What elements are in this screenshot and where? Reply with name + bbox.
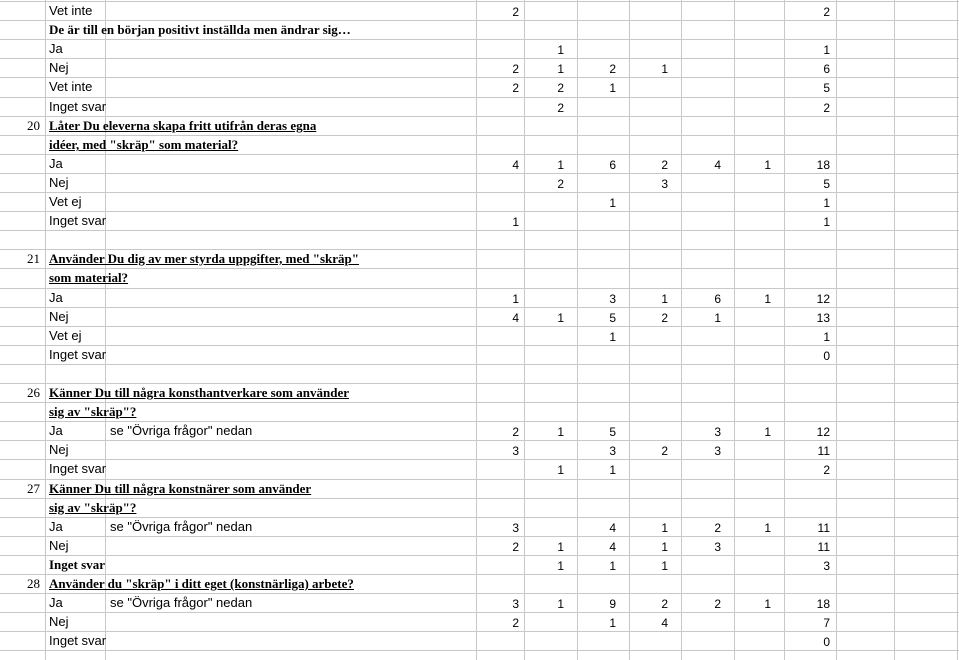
question-text: sig av "skräp"? xyxy=(49,404,137,419)
value-cell: 5 xyxy=(609,425,616,439)
value-cell: 4 xyxy=(609,521,616,535)
total-cell: 7 xyxy=(823,616,830,630)
grid-column-line xyxy=(45,0,46,660)
total-cell: 0 xyxy=(823,349,830,363)
value-cell: 2 xyxy=(512,62,519,76)
total-cell: 12 xyxy=(816,425,830,439)
value-cell: 3 xyxy=(661,177,668,191)
answer-label: Nej xyxy=(49,309,69,324)
grid-row-line xyxy=(0,58,959,59)
value-cell: 3 xyxy=(512,597,519,611)
question-number: 28 xyxy=(27,576,40,591)
grid-row-line xyxy=(0,154,959,155)
value-cell: 1 xyxy=(764,521,771,535)
grid-column-line xyxy=(894,0,895,660)
value-cell: 4 xyxy=(714,158,721,172)
value-cell: 1 xyxy=(609,196,616,210)
grid-row-line xyxy=(0,402,959,403)
answer-label: Inget svar xyxy=(49,633,107,648)
question-number: 27 xyxy=(27,481,40,496)
value-cell: 1 xyxy=(557,62,564,76)
value-cell: 4 xyxy=(512,158,519,172)
total-cell: 12 xyxy=(816,292,830,306)
total-cell: 5 xyxy=(823,177,830,191)
value-cell: 1 xyxy=(764,158,771,172)
answer-label: Ja xyxy=(49,519,63,534)
total-cell: 5 xyxy=(823,81,830,95)
answer-label: Nej xyxy=(49,538,69,553)
value-cell: 1 xyxy=(512,215,519,229)
value-cell: 1 xyxy=(764,292,771,306)
grid-row-line xyxy=(0,440,959,441)
value-cell: 1 xyxy=(557,425,564,439)
total-cell: 2 xyxy=(823,5,830,19)
answer-label: Nej xyxy=(49,614,69,629)
question-text: Känner Du till några konsthantverkare som använder xyxy=(49,385,349,400)
value-cell: 1 xyxy=(557,559,564,573)
answer-label: Inget svar xyxy=(49,461,107,476)
question-number: 21 xyxy=(27,251,40,266)
grid-row-line xyxy=(0,593,959,594)
question-text: Använder du "skräp" i ditt eget (konstnärliga) arbete? xyxy=(49,576,354,591)
grid-row-line xyxy=(0,173,959,174)
grid-row-line xyxy=(0,135,959,136)
grid-row-line xyxy=(0,20,959,21)
value-cell: 2 xyxy=(512,425,519,439)
answer-label: Ja xyxy=(49,290,63,305)
grid-column-line xyxy=(476,0,477,660)
value-cell: 1 xyxy=(557,463,564,477)
value-cell: 1 xyxy=(764,425,771,439)
value-cell: 1 xyxy=(609,330,616,344)
value-cell: 2 xyxy=(512,616,519,630)
grid-row-line xyxy=(0,364,959,365)
value-cell: 1 xyxy=(714,311,721,325)
grid-row-line xyxy=(0,288,959,289)
total-cell: 6 xyxy=(823,62,830,76)
grid-row-line xyxy=(0,326,959,327)
value-cell: 2 xyxy=(714,597,721,611)
grid-row-line xyxy=(0,574,959,575)
grid-column-line xyxy=(784,0,785,660)
value-cell: 1 xyxy=(661,559,668,573)
value-cell: 1 xyxy=(661,292,668,306)
answer-label: Ja xyxy=(49,41,63,56)
grid-row-line xyxy=(0,116,959,117)
value-cell: 1 xyxy=(557,540,564,554)
grid-row-line xyxy=(0,650,959,651)
question-text: Använder Du dig av mer styrda uppgifter, med "skräp" xyxy=(49,251,359,266)
value-cell: 3 xyxy=(609,444,616,458)
grid-row-line xyxy=(0,211,959,212)
answer-label: Vet ej xyxy=(49,328,82,343)
answer-label: Inget svar xyxy=(49,347,107,362)
question-number: 20 xyxy=(27,118,40,133)
question-text: Känner Du till några konstnärer som använder xyxy=(49,481,312,496)
grid-row-line xyxy=(0,459,959,460)
value-cell: 4 xyxy=(512,311,519,325)
value-cell: 2 xyxy=(557,177,564,191)
answer-note: se "Övriga frågor" nedan xyxy=(110,519,253,534)
question-text: sig av "skräp"? xyxy=(49,500,137,515)
answer-label: Vet inte xyxy=(49,79,93,94)
total-cell: 3 xyxy=(823,559,830,573)
value-cell: 3 xyxy=(714,444,721,458)
answer-label: Inget svar xyxy=(49,557,105,572)
total-cell: 11 xyxy=(817,521,830,535)
value-cell: 1 xyxy=(512,292,519,306)
grid-column-line xyxy=(734,0,735,660)
answer-label: Vet inte xyxy=(49,3,93,18)
value-cell: 2 xyxy=(661,158,668,172)
total-cell: 0 xyxy=(823,635,830,649)
value-cell: 2 xyxy=(661,444,668,458)
total-cell: 11 xyxy=(817,444,830,458)
total-cell: 1 xyxy=(823,330,830,344)
total-cell: 1 xyxy=(823,196,830,210)
grid-column-line xyxy=(836,0,837,660)
answer-label: Inget svar xyxy=(49,213,107,228)
value-cell: 6 xyxy=(714,292,721,306)
value-cell: 1 xyxy=(609,81,616,95)
grid-column-line xyxy=(957,0,958,660)
answer-label: Nej xyxy=(49,442,69,457)
total-cell: 13 xyxy=(816,311,830,325)
value-cell: 3 xyxy=(714,540,721,554)
grid-row-line xyxy=(0,345,959,346)
value-cell: 1 xyxy=(557,43,564,57)
total-cell: 11 xyxy=(817,540,830,554)
value-cell: 5 xyxy=(609,311,616,325)
grid-row-line xyxy=(0,268,959,269)
value-cell: 3 xyxy=(512,444,519,458)
value-cell: 2 xyxy=(557,101,564,115)
grid-row-line xyxy=(0,249,959,250)
question-text: Låter Du eleverna skapa fritt utifrån deras egna xyxy=(49,118,317,133)
grid-row-line xyxy=(0,307,959,308)
value-cell: 1 xyxy=(557,597,564,611)
grid-row-line xyxy=(0,498,959,499)
grid-row-line xyxy=(0,479,959,480)
value-cell: 2 xyxy=(609,62,616,76)
question-text: idéer, med "skräp" som material? xyxy=(49,137,239,152)
value-cell: 2 xyxy=(557,81,564,95)
value-cell: 2 xyxy=(512,5,519,19)
value-cell: 4 xyxy=(661,616,668,630)
value-cell: 3 xyxy=(512,521,519,535)
total-cell: 1 xyxy=(823,43,830,57)
answer-label: Ja xyxy=(49,423,63,438)
answer-note: se "Övriga frågor" nedan xyxy=(110,595,253,610)
total-cell: 1 xyxy=(823,215,830,229)
value-cell: 1 xyxy=(661,521,668,535)
value-cell: 2 xyxy=(512,540,519,554)
question-text: som material? xyxy=(49,270,129,285)
grid-row-line xyxy=(0,536,959,537)
grid-column-line xyxy=(681,0,682,660)
answer-label: Ja xyxy=(49,595,63,610)
grid-row-line xyxy=(0,192,959,193)
value-cell: 2 xyxy=(512,81,519,95)
grid-row-line xyxy=(0,612,959,613)
total-cell: 18 xyxy=(816,597,830,611)
value-cell: 2 xyxy=(661,597,668,611)
answer-note: se "Övriga frågor" nedan xyxy=(110,423,253,438)
answer-label: Inget svar xyxy=(49,99,107,114)
grid-row-line xyxy=(0,421,959,422)
answer-label: Nej xyxy=(49,60,69,75)
grid-row-line xyxy=(0,230,959,231)
grid-row-line xyxy=(0,39,959,40)
grid-row-line xyxy=(0,1,959,2)
value-cell: 1 xyxy=(609,559,616,573)
value-cell: 1 xyxy=(557,158,564,172)
grid-row-line xyxy=(0,517,959,518)
answer-label: De är till en början positivt inställda men ändrar sig… xyxy=(49,22,351,37)
grid-row-line xyxy=(0,77,959,78)
grid-row-line xyxy=(0,631,959,632)
value-cell: 1 xyxy=(609,616,616,630)
total-cell: 2 xyxy=(823,101,830,115)
answer-label: Ja xyxy=(49,156,63,171)
total-cell: 18 xyxy=(816,158,830,172)
value-cell: 4 xyxy=(609,540,616,554)
total-cell: 2 xyxy=(823,463,830,477)
value-cell: 1 xyxy=(764,597,771,611)
answer-label: Nej xyxy=(49,175,69,190)
value-cell: 2 xyxy=(661,311,668,325)
value-cell: 1 xyxy=(661,62,668,76)
value-cell: 9 xyxy=(609,597,616,611)
value-cell: 1 xyxy=(557,311,564,325)
question-number: 26 xyxy=(27,385,40,400)
answer-label: Vet ej xyxy=(49,194,82,209)
value-cell: 1 xyxy=(661,540,668,554)
grid-row-line xyxy=(0,97,959,98)
value-cell: 1 xyxy=(609,463,616,477)
value-cell: 2 xyxy=(714,521,721,535)
value-cell: 3 xyxy=(609,292,616,306)
value-cell: 6 xyxy=(609,158,616,172)
value-cell: 3 xyxy=(714,425,721,439)
grid-row-line xyxy=(0,555,959,556)
grid-row-line xyxy=(0,383,959,384)
